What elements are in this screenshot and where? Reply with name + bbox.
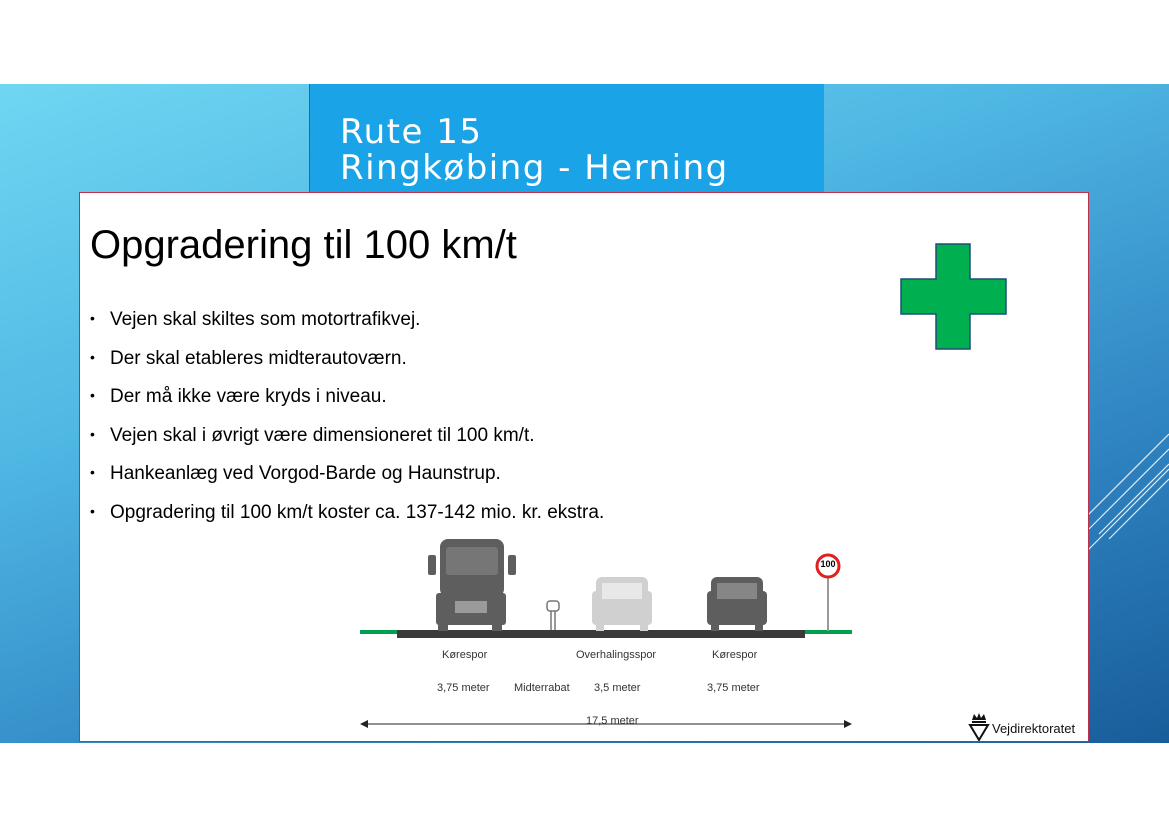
- title-line-2: Ringkøbing - Herning: [340, 148, 729, 188]
- lane-middle-width: 3,5 meter: [594, 682, 641, 694]
- median-name: Midterrabat: [514, 682, 570, 694]
- bullet-item: • Der skal etableres midterautoværn.: [90, 348, 604, 387]
- bullet-item: • Vejen skal i øvrigt være dimensioneret til 100 km/t.: [90, 425, 604, 464]
- bullet-list: [90, 309, 604, 540]
- truck-icon: [428, 539, 516, 631]
- content-panel: [79, 192, 1089, 742]
- car-icon-light: [592, 577, 652, 631]
- green-plus-icon: [900, 243, 1008, 351]
- bullet-item: • Hankeanlæg ved Vorgod-Barde og Haunstrup.: [90, 463, 604, 502]
- bullet-item: • Der må ikke være kryds i niveau.: [90, 386, 604, 425]
- speed-sign-label: 100: [820, 559, 836, 569]
- title-line-1: Rute 15: [340, 112, 483, 152]
- barrier-icon: [547, 601, 559, 630]
- title-box: [309, 84, 824, 194]
- car-icon-dark: [707, 577, 767, 631]
- bullet-item: • Vejen skal skiltes som motortrafikvej.: [90, 309, 604, 348]
- lane-right-name: Kørespor: [712, 649, 758, 661]
- decorative-lines: [1079, 364, 1169, 564]
- total-width-label: 17,5 meter: [586, 715, 639, 727]
- lane-left-name: Kørespor: [442, 649, 488, 661]
- crown-icon: [968, 711, 990, 741]
- page-heading: Opgradering til 100 km/t: [90, 223, 517, 267]
- road-cross-section: [350, 533, 860, 743]
- road-diagram-graphic: [350, 533, 860, 743]
- lane-left-width: 3,75 meter: [437, 682, 490, 694]
- logo-text: Vejdirektoratet: [992, 721, 1076, 736]
- verge-left: [360, 630, 400, 634]
- lane-right-width: 3,75 meter: [707, 682, 760, 694]
- vejdirektoratet-logo: [968, 711, 1083, 741]
- lane-middle-name: Overhalingsspor: [576, 649, 657, 661]
- road-surface: [397, 630, 805, 638]
- bullet-item: • Opgradering til 100 km/t koster ca. 137-142 mio. kr. ekstra.: [90, 502, 604, 541]
